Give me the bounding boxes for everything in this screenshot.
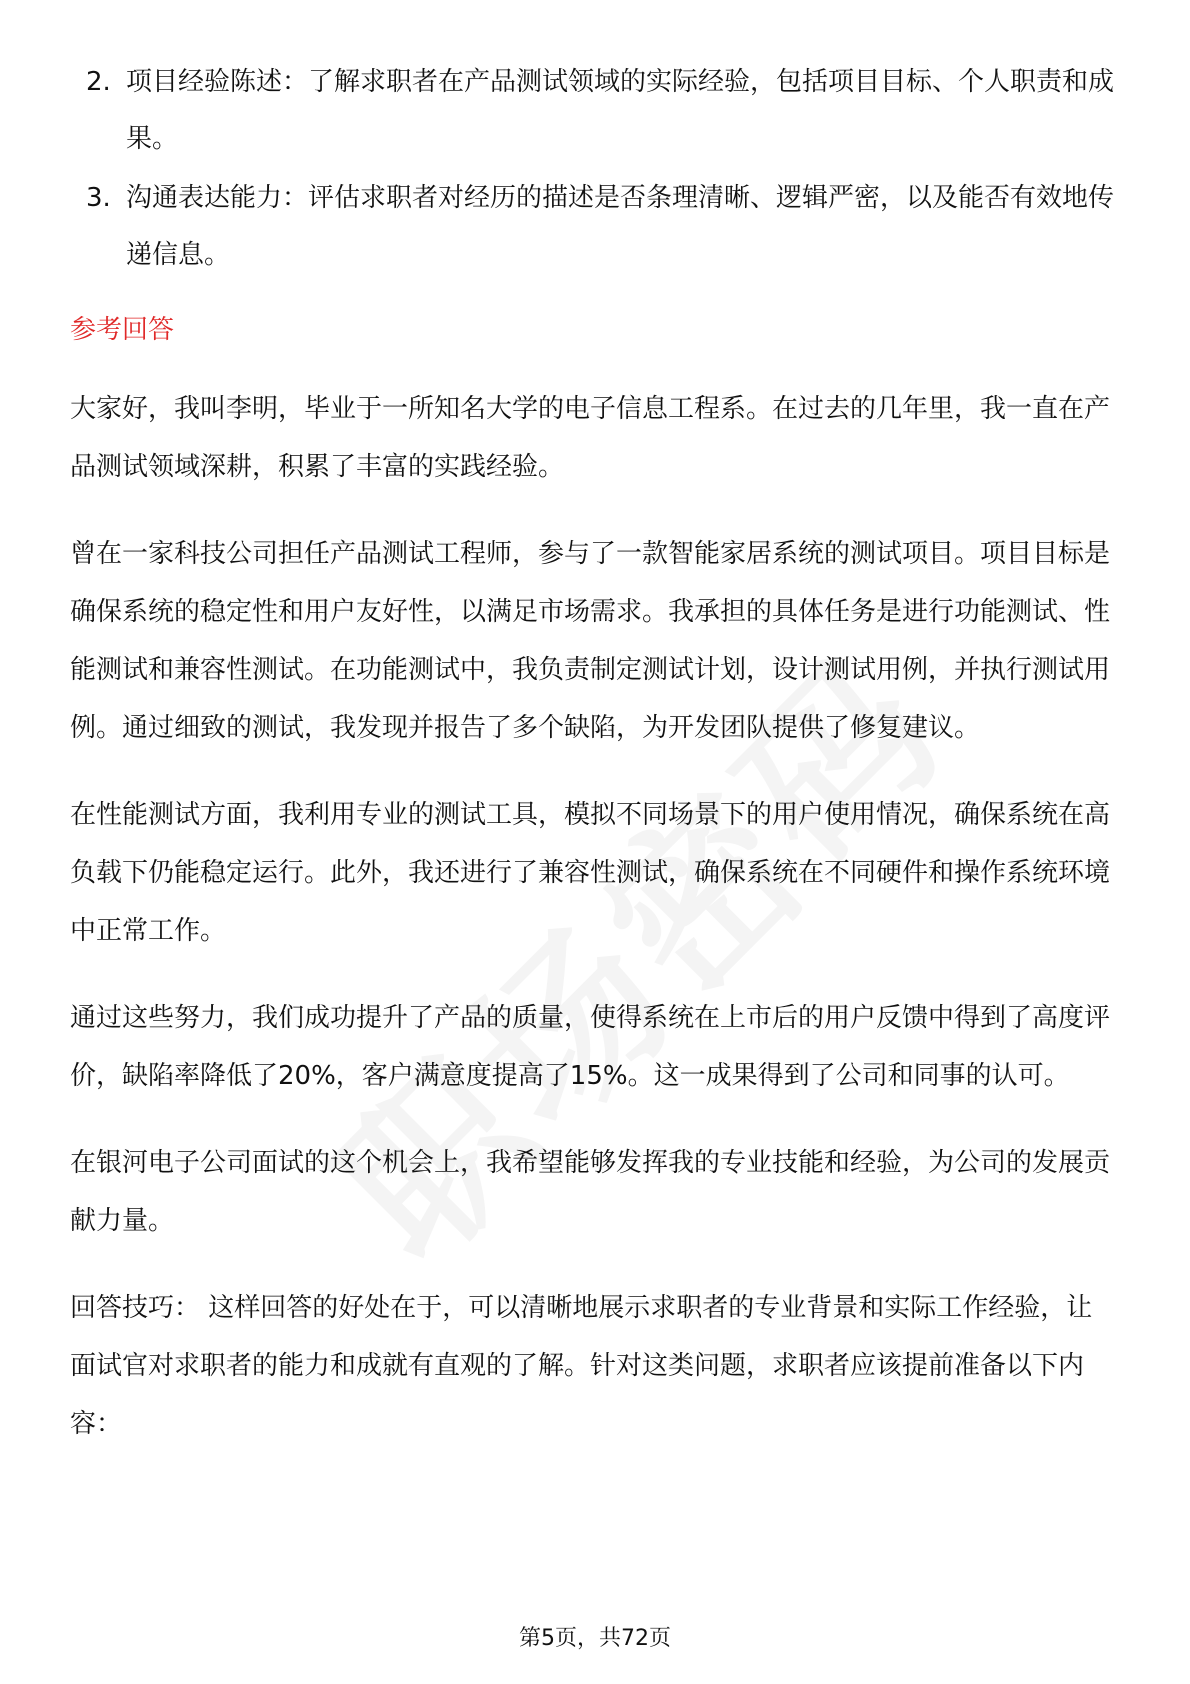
list-item-text: 沟通表达能力：评估求职者对经历的描述是否条理清晰、逻辑严密，以及能否有效地传递信息。: [126, 183, 1115, 270]
paragraph-performance: 在性能测试方面，我利用专业的测试工具，模拟不同场景下的用户使用情况，确保系统在高负载下仍能稳定运行。此外，我还进行了兼容性测试，确保系统在不同硬件和操作系统环境中正常工作。: [70, 800, 1111, 946]
list-item: [70, 170, 1115, 284]
section-heading: 参考回答: [70, 315, 175, 345]
list-item: [70, 54, 1115, 168]
paragraph-closing: 在银河电子公司面试的这个机会上，我希望能够发挥我的专业技能和经验，为公司的发展贡献力量。: [70, 1148, 1111, 1236]
paragraph-experience: 曾在一家科技公司担任产品测试工程师，参与了一款智能家居系统的测试项目。项目目标是确保系统的稳定性和用户友好性，以满足市场需求。我承担的具体任务是进行功能测试、性能测试和兼容性测试。在功能测试中，我负责制定测试计划，设计测试用例，并执行测试用例。通过细致的测试，我发现并报告了多个缺陷，为开发团队提供了修复建议。: [70, 539, 1111, 743]
page-content: [70, 54, 1115, 1482]
paragraph-tips: 回答技巧： 这样回答的好处在于，可以清晰地展示求职者的专业背景和实际工作经验，让面试官对求职者的能力和成就有直观的了解。针对这类问题，求职者应该提前准备以下内容：: [70, 1293, 1093, 1439]
paragraph-results: 通过这些努力，我们成功提升了产品的质量，使得系统在上市后的用户反馈中得到了高度评价，缺陷率降低了20%，客户满意度提高了15%。这一成果得到了公司和同事的认可。: [70, 1003, 1111, 1091]
list-item-text: 项目经验陈述：了解求职者在产品测试领域的实际经验，包括项目目标、个人职责和成果。: [126, 67, 1115, 154]
page-number-footer: 第5页，共72页: [519, 1626, 671, 1651]
list-item-number: 2.: [86, 67, 111, 97]
paragraph-intro: 大家好，我叫李明，毕业于一所知名大学的电子信息工程系。在过去的几年里，我一直在产品测试领域深耕，积累了丰富的实践经验。: [70, 394, 1111, 482]
list-item-number: 3.: [86, 183, 111, 213]
